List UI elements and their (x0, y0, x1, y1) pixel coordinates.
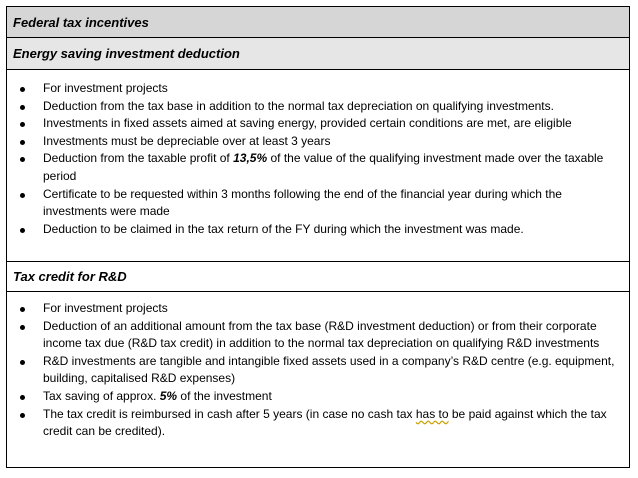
list-item: The tax credit is reimbursed in cash after 5 years (in case no cash tax has to be paid against which the tax credit can be credited). (15, 406, 623, 441)
list-item: Certificate to be requested within 3 months following the end of the financial year during which the investments were made (15, 186, 623, 221)
energy-bullet-list (15, 80, 623, 238)
bullet-icon (20, 140, 25, 145)
list-item: Investments must be depreciable over at least 3 years (15, 133, 623, 151)
bullet-icon (20, 122, 25, 127)
list-item: Deduction from the taxable profit of 13,5% of the value of the qualifying investment made over the taxable period (15, 150, 623, 185)
bullet-icon (20, 325, 25, 330)
emphasis-value: 5% (159, 388, 178, 403)
section-heading-rnd (7, 261, 629, 292)
list-item: Deduction of an additional amount from the tax base (R&D investment deduction) or from their corporate income tax due (R&D tax credit) in addition to the normal tax depreciation on qualifying R&D investments (15, 318, 623, 353)
section-heading-energy (7, 38, 629, 70)
list-item: R&D investments are tangible and intangible fixed assets used in a company’s R&D centre (e.g. equipment, building, capitalised R&D expenses) (15, 353, 623, 388)
bullet-icon (20, 87, 25, 92)
table-title-text: Federal tax incentives (13, 14, 149, 30)
table-title (7, 7, 629, 38)
bullet-icon (20, 193, 25, 198)
bullet-icon (20, 228, 25, 233)
bullet-icon (20, 413, 25, 418)
list-item: Investments in fixed assets aimed at saving energy, provided certain conditions are met, are eligible (15, 115, 623, 133)
bullet-icon (20, 307, 25, 312)
emphasis-value: 13,5% (233, 151, 268, 166)
list-item: For investment projects (15, 80, 623, 98)
section-body-energy (7, 70, 629, 261)
list-item: For investment projects (15, 300, 623, 318)
section-body-rnd (7, 292, 629, 441)
list-item: Deduction to be claimed in the tax return of the FY during which the investment was made. (15, 221, 623, 239)
list-item: Deduction from the tax base in addition to the normal tax depreciation on qualifying investments. (15, 98, 623, 116)
section-heading-rnd-text: Tax credit for R&D (13, 269, 127, 284)
list-item: Tax saving of approx. 5% of the investment (15, 388, 623, 406)
bullet-icon (20, 157, 25, 162)
spellcheck-underlined-text: has to (415, 406, 449, 421)
rnd-bullet-list (15, 300, 623, 441)
tax-incentives-table (6, 6, 630, 468)
bullet-icon (20, 360, 25, 365)
section-heading-energy-text: Energy saving investment deduction (13, 46, 240, 61)
bullet-icon (20, 105, 25, 110)
bullet-icon (20, 395, 25, 400)
